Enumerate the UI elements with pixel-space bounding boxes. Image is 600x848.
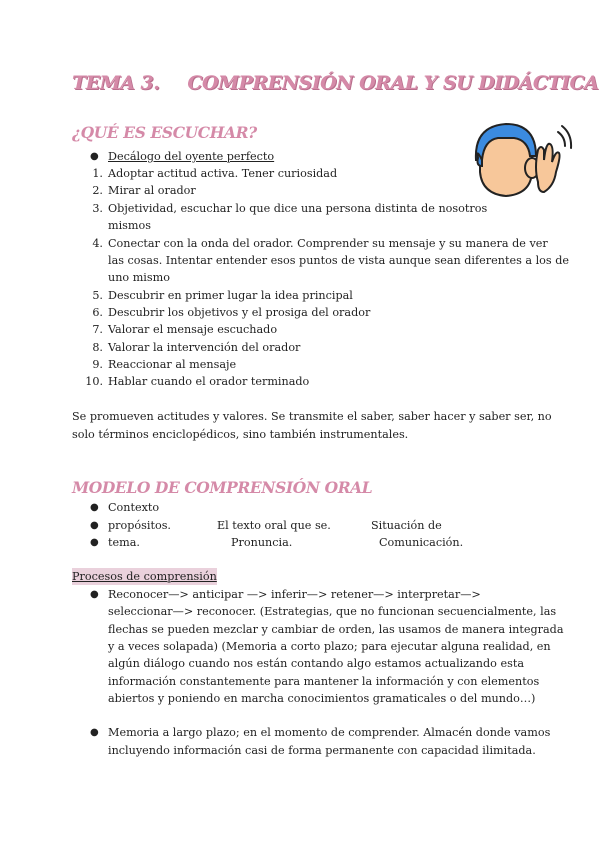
- bullet-dot: ●: [90, 589, 99, 600]
- document-page: TEMA 3. COMPRENSIÓN ORAL Y SU DIDÁCTICA ¿QUÉ ES ESCUCHAR? ● Decálogo del oyente perfecto 1. Adoptar actitud activa. Tener curiosidad 2. Mirar al orador 3. Objetividad, escuchar lo que dice una persona distinta de nosotros mismos 4. Conectar con la onda del orador. Comprender su mensaje y su manera de ver las cosas. Intentar entender esos puntos de vista aunque sean diferentes a los de uno mismo 5. Descubrir en primer lugar la idea principal 6. Descubrir los objetivos y el prosiga del orador 7. Valorar el mensaje escuchado 8. Valorar la intervención del orador 9. Reaccionar al mensaje 10. Hablar cuando el orador terminado Se promueven actitudes y valores. Se transmite el saber, saber hacer y saber ser, no solo términos enciclopédicos, sino también instrumentales. MODELO DE COMPRENSIÓN ORAL ● Contexto ● propósitos. El texto oral que se. Situación de ● tema. Pronuncia. Comunicación. Procesos de comprensión ● Reconocer—> anticipar —> inferir—> retener—> interpretar—> seleccionar—> reconocer. (Estrategias, que no funcionan secuencialmente, las flechas se pueden mezclar y cambiar de orden, las usamos de manera integrada y a veces solapada) (Memoria a corto plazo; para ejecutar alguna realidad, en algún diálogo cuando nos están contando algo estamos actualizando esta información constantemente para mantener la información y con elementos abiertos y poniendo en marcha conocimientos gramaticales o del mundo…) ● Memoria a largo plazo; en el momento de comprender. Almacén donde vamos incluyendo información casi de forma permanente con capacidad ilimitada.: [72, 72, 599, 757]
- section-heading-escuchar: ¿QUÉ ES ESCUCHAR?: [72, 123, 257, 142]
- bullet-dot: ●: [90, 502, 99, 513]
- page-title: [72, 72, 598, 94]
- bullet-dot: ●: [90, 151, 99, 162]
- bullet-dot: ●: [90, 727, 99, 738]
- bullet-dot: ●: [90, 520, 99, 531]
- procesos-label: Procesos de comprensión: [72, 568, 217, 585]
- bullet-dot: ●: [90, 537, 99, 548]
- section-heading-modelo: MODELO DE COMPRENSIÓN ORAL: [72, 478, 373, 497]
- title-number: TEMA 3.: [72, 72, 160, 94]
- title-text: COMPRENSIÓN ORAL Y SU DIDÁCTICA: [187, 72, 599, 94]
- decalogo-label: Decálogo del oyente perfecto: [108, 150, 275, 163]
